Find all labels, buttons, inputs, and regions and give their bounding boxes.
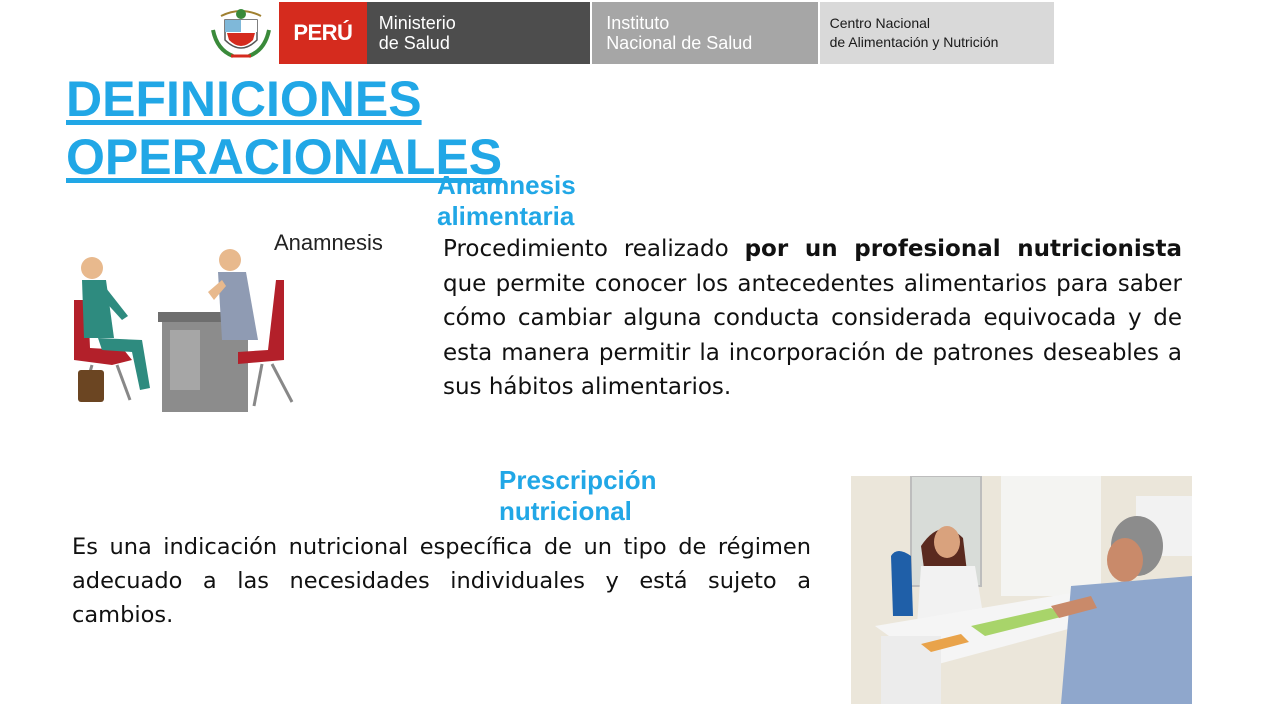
anamnesis-image-label: Anamnesis <box>274 230 383 255</box>
anamnesis-text-part1: Procedimiento realizado <box>443 236 745 262</box>
peru-brand-block <box>279 2 367 64</box>
prescripcion-definition: Es una indicación nutricional específica de un tipo de régimen adecuado a las necesidades individuales y está sujeto a cambios. <box>72 534 811 628</box>
ministerio-de-salud-block <box>367 2 590 64</box>
institutional-logo-bar <box>203 2 1054 64</box>
consultation-photo <box>851 476 1192 704</box>
prescripcion-heading: Prescripción nutricional <box>499 465 657 526</box>
instituto-nacional-block <box>592 2 817 64</box>
centro-line1: Centro Nacional <box>829 15 930 31</box>
peru-label: PERÚ <box>293 20 353 45</box>
instituto-line1: Instituto <box>606 13 670 33</box>
anamnesis-definition <box>443 232 1182 405</box>
anamnesis-illustration <box>62 220 387 432</box>
ministerio-line1: Ministerio <box>378 13 456 33</box>
anamnesis-text-part2: que permite conocer los antecedentes alimentarios para saber cómo cambiar alguna conducta considerada equivocada y de esta manera permitir la incorporación de patrones deseables a sus hábitos alimentarios. <box>443 270 1182 400</box>
slide-title <box>66 70 586 186</box>
slide-title-line1: DEFINICIONES <box>66 71 422 127</box>
anamnesis-heading: Anamnesis alimentaria <box>437 170 576 231</box>
slide-title-line2: OPERACIONALES <box>66 129 503 185</box>
anamnesis-text-bold: por un profesional nutricionista <box>744 236 1182 262</box>
centro-line2: de Alimentación y Nutrición <box>829 34 999 50</box>
ministerio-line2: de Salud <box>378 33 450 53</box>
peru-coat-of-arms-icon <box>203 2 279 64</box>
instituto-line2: Nacional de Salud <box>606 33 753 53</box>
centro-nacional-block <box>820 2 1054 64</box>
